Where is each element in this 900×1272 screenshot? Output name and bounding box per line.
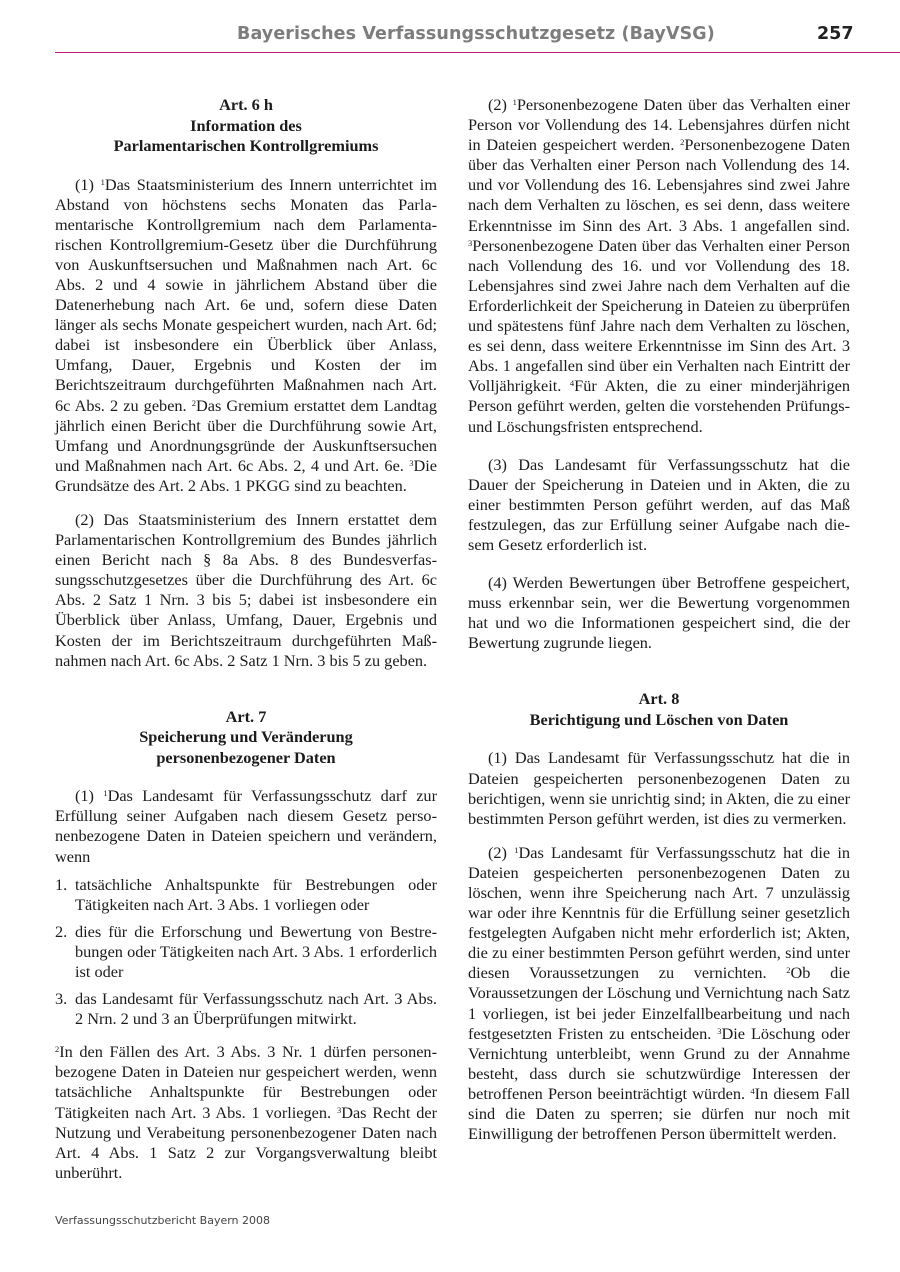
sentence-number: 3 — [336, 1104, 342, 1115]
sentence-number: 2 — [786, 965, 791, 976]
sentence: In diesem Fall sind die Daten zu sperren; sie dürfen nur noch mit Einwilligung der betroffenen Person übermittelt werden. — [468, 1083, 850, 1144]
sentence-number: 2 — [191, 397, 196, 408]
sentence: Das Gremium erstattet dem Landtag jährlich einen Bericht über die Durchführung sowie Art, Umfang und Anordnungsgründe der Auskunftsersuchen und Maßnahmen nach Art. 6c Abs. 2, 4 und Art. 6e. — [55, 395, 438, 475]
page-number: 257 — [817, 24, 854, 44]
paragraph — [468, 95, 850, 437]
sentence: Ob die Voraussetzungen der Löschung und Vernichtung nach Satz 1 vorliegen, ist bei jeder Einzelfallbearbeitung und nach festgesetzten Fristen zu entscheiden. — [468, 963, 850, 1043]
sentence-number: 3 — [409, 457, 414, 468]
list-text: tatsächliche Anhaltspunkte für Bestrebungen oder Tätigkeiten nach Art. 3 Abs. 1 vorliegen oder — [75, 874, 437, 914]
sentence-number: 3 — [468, 237, 473, 248]
running-title: Bayerisches Verfassungsschutzgesetz (BayVSG) — [237, 24, 715, 44]
paragraph-number: (1) — [75, 786, 104, 806]
sentence: Das Landesamt für Verfassungsschutz hat die in Dateien gespeicherten personenbezogenen Daten zu löschen, wenn ihre Speicherung nach Art. 7 unzulässig war oder ihre Kenntnis für die Erfüllung seiner gesetzlich festgelegten Aufgaben nicht mehr erforderlich ist; Akten, die zu einer bestimmten Person geführt werden, sind unter diesen Voraussetzungen zu vernichten. — [468, 842, 850, 983]
list-item — [55, 875, 437, 915]
paragraph-number: (2) — [488, 842, 515, 862]
left-column — [55, 95, 437, 1183]
article-6h-heading — [55, 95, 437, 157]
article-number: Art. 8 — [638, 689, 680, 709]
page-footer: Verfassungsschutzbericht Bayern 2008 — [55, 1214, 271, 1227]
sentence: In den Fällen des Art. 3 Abs. 3 Nr. 1 dürfen personenbezogene Daten in Dateien nur gespeichert werden, wenn tatsächliche Anhaltspunkte für Bestrebungen oder Tätigkeiten nach Art. 3 Abs. 1 vorliegen. — [55, 1042, 437, 1122]
sentence-number: 3 — [717, 1025, 722, 1036]
sentence: Das Staatsministerium des Innern unterrichtet im Abstand von höchstens sechs Monaten das Parlamentarische Kontrollgremium nach dem Parlamentarischen Kontrollgremium-Gesetz über die Durchführung von Auskunftsersuchen und Maßnahmen nach Art. 6c Abs. 2 und 4 sowie in jährlichem Abstand über die Datenerhebung nach Art. 6e und, sofern diese Daten länger als sechs Monate gespeichert wurden, nach Art. 6d; dabei ist insbesondere ein Überblick über Anlass, Umfang, Dauer, Ergebnis und Kosten der im Berichtszeitraum durchgeführten Maßnahmen nach Art. 6c Abs. 2 zu geben. — [55, 174, 437, 415]
article-number: Art. 7 — [225, 706, 267, 726]
list-number: 2. — [55, 921, 68, 941]
numbered-list — [55, 875, 437, 1030]
sentence: Die Löschung oder Vernichtung unterbleibt, wenn Grund zu der Annahme besteht, dass durch sie schutzwürdige Interessen der betroffenen Person beeinträchtigt würden. — [468, 1023, 850, 1103]
sentence-number: 2 — [680, 137, 685, 148]
sentence-number: 1 — [100, 176, 105, 187]
list-text: das Landesamt für Verfassungsschutz nach Art. 3 Abs. 2 Nrn. 2 und 3 an Überprüfungen mitwirkt. — [75, 989, 437, 1029]
list-item — [55, 989, 437, 1029]
paragraph: (4) Werden Bewertungen über Betroffene gespeichert, muss erkennbar sein, wer die Bewertung vorgenommen hat und wo die Informationen gespeichert sind, die der Bewertung zugrunde liegen. — [468, 573, 850, 653]
article-title-line: Parlamentarischen Kontrollgremiums — [113, 136, 379, 155]
paragraph-number: (2) — [488, 95, 513, 114]
sentence: Das Recht der Nutzung und Verabeitung personenbezogener Daten nach Art. 4 Abs. 1 Satz 2 zur Vorgangsverwaltung bleibt unberührt. — [55, 1102, 437, 1182]
article-8-heading — [468, 689, 850, 730]
sentence: Für Akten, die zu einer minderjährigen Person geführt werden, gelten die vorstehenden Prüfungs- und Löschungsfristen entsprechend. — [468, 376, 850, 436]
list-text: dies für die Erforschung und Bewertung von Bestrebungen oder Tätigkeiten nach Art. 3 Abs. 1 erforderlich ist oder — [75, 921, 437, 981]
list-number: 1. — [55, 874, 68, 894]
paragraph: (2) Das Staatsministerium des Innern erstattet dem Parlamentarischen Kontrollgremium des Bundes jährlich einen Bericht nach § 8a Abs. 8 des Bundesverfassungsschutzgesetzes über die Durchführung des Art. 6c Abs. 2 Satz 1 Nrn. 3 bis 5; dabei ist insbesondere ein Überblick über Anlass, Umfang, Dauer, Ergebnis und Kosten der im Berichtszeitraum durchgeführten Maßnahmen nach Art. 6c Abs. 2 Satz 1 Nrn. 3 bis 5 zu geben. — [55, 510, 437, 670]
paragraph — [55, 1042, 437, 1183]
list-item — [55, 922, 437, 982]
article-title-line: personenbezogener Daten — [156, 747, 336, 767]
paragraph — [468, 843, 850, 1144]
list-number: 3. — [55, 989, 68, 1009]
paragraph: (3) Das Landesamt für Verfassungsschutz hat die Dauer der Speicherung in Dateien und in Akten, die zu einer bestimmten Person geführt werden, auf das Maß festzulegen, das zur Erfüllung seiner Aufgabe nach diesem Gesetz erforderlich ist. — [468, 454, 850, 554]
sentence: Die Grundsätze des Art. 2 Abs. 1 PKGG sind zu beachten. — [55, 455, 437, 495]
article-title-line: Speicherung und Veränderung — [139, 727, 353, 747]
sentence-number: 1 — [514, 844, 519, 855]
paragraph — [55, 786, 437, 866]
article-7-heading — [55, 707, 437, 769]
paragraph-number: (1) — [75, 174, 101, 194]
article-title-line: Berichtigung und Löschen von Daten — [529, 709, 789, 729]
article-number: Art. 6 h — [219, 95, 273, 114]
sentence-number: 4 — [569, 378, 575, 389]
sentence: Personenbezogene Daten über das Verhalten einer Person nach Vollendung des 14. und vor Vollendung des 16. Lebensjahres sind zwei Jahre nach dem Verhalten zu löschen, es sei denn, dass weitere Erkenntnisse im Sinn des Art. 3 Abs. 1 angefallen sind. — [468, 135, 851, 235]
sentence: Das Landesamt für Verfassungsschutz darf zur Erfüllung seiner Aufgaben nach diesem Gesetz personenbezogene Daten in Dateien speichern und verändern, wenn — [55, 786, 437, 866]
right-column — [468, 95, 850, 1144]
sentence-number: 4 — [750, 1085, 755, 1096]
sentence: Personenbezogene Daten über das Verhalten einer Person nach Vollendung des 16. und vor Vollendung des 18. Lebensjahres sind zwei Jahre nach dem Verhalten auf die Erforderlichkeit der Speicherung in Dateien zu überprüfen und spätestens fünf Jahre nach dem Verhalten zu löschen, es sei denn, dass weitere Erkenntnisse im Sinn des Art. 3 Abs. 1 angefallen sind über ein Verhalten nach Eintritt der Volljährigkeit. — [468, 235, 850, 396]
article-title-line: Information des — [190, 115, 302, 135]
sentence-number: 1 — [512, 97, 517, 107]
sentence: Personenbezogene Daten über das Verhalten einer Person vor Vollendung des 14. Lebensjahres dürfen nicht in Dateien gespeichert werden. — [468, 95, 850, 155]
sentence-number: 1 — [103, 788, 108, 799]
sentence-number: 2 — [55, 1044, 60, 1055]
paragraph — [55, 175, 437, 497]
page-header — [55, 20, 900, 53]
paragraph: (1) Das Landesamt für Verfassungsschutz hat die in Dateien gespeicherten personenbezogenen Daten zu berichtigen, wenn sie unrichtig sind; in Akten, die zu einer bestimmten Person geführt werden, ist dies zu vermerken. — [468, 748, 850, 828]
